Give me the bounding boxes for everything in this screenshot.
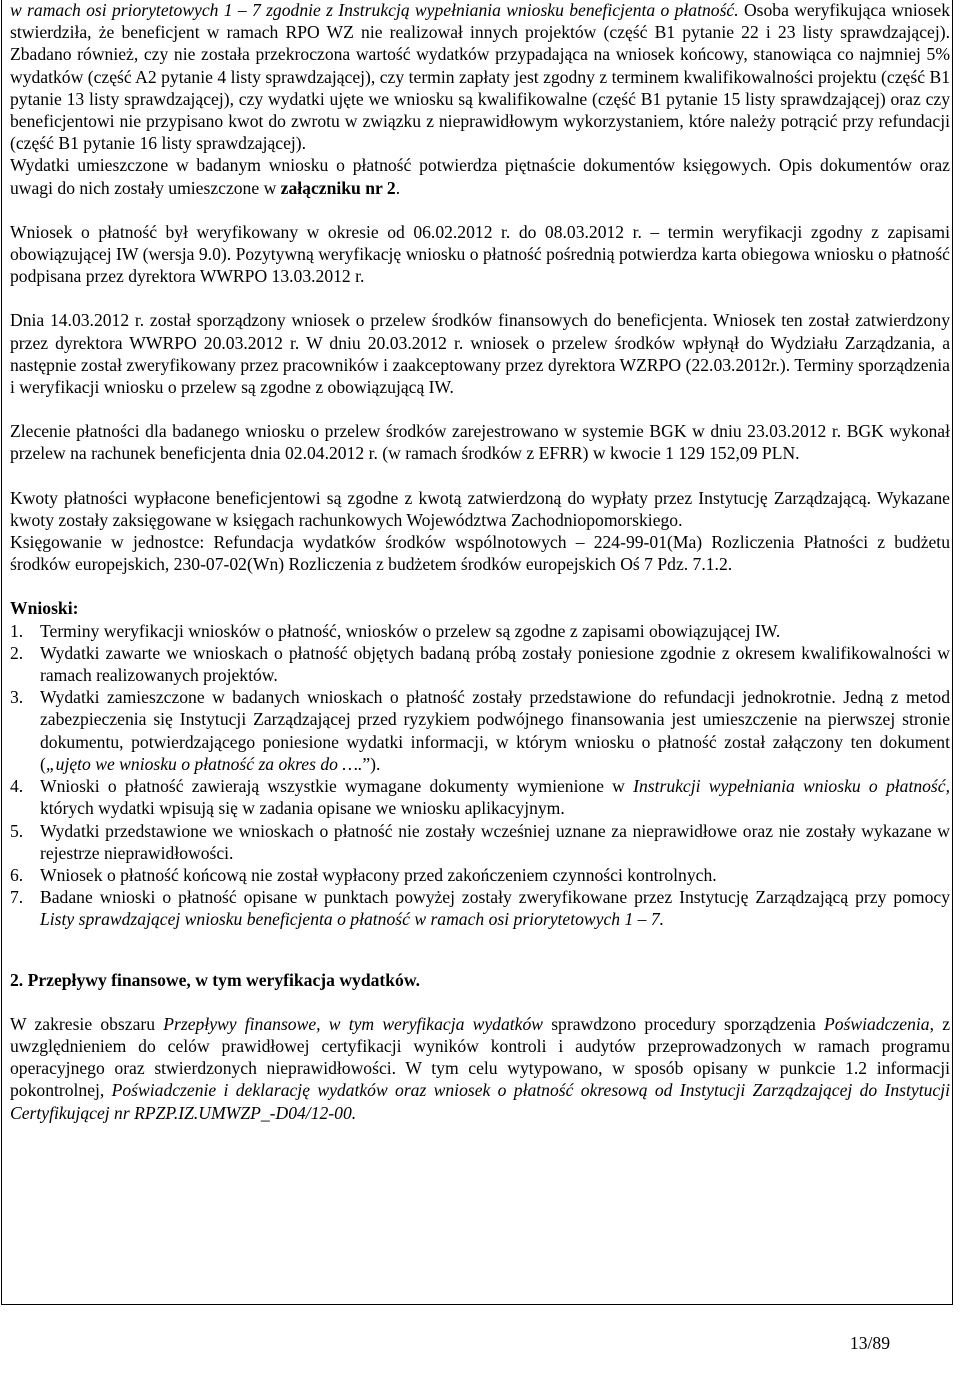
paragraph-transfer-request: Dnia 14.03.2012 r. został sporządzony wniosek o przelew środków finansowych do beneficjenta. Wniosek ten został zatwierdzony przez dyrektora WWRPO 20.03.2012 r. W dniu 20.03.2012 r. wniosek o przelew środków wpłynął do Wydziału Zarządzania, a następnie został zweryfikowany przez pracowników i zaakceptowany przez dyrektora WZRPO (22.03.2012r.). Terminy sporządzenia i weryfikacji wniosku o przelew są zgodne z obowiązującą IW. — [10, 310, 950, 398]
intro-italic-text: w ramach osi priorytetowych 1 – 7 zgodnie z Instrukcją wypełniania wniosku beneficjenta o płatność. — [10, 0, 739, 20]
page-number: 13/89 — [849, 1333, 890, 1353]
document-body — [10, 0, 950, 1124]
paragraph-financial-flows: W zakresie obszaru Przepływy finansowe, w tym weryfikacja wydatków sprawdzono procedury sporządzenia Poświadczenia, z uwzględnieniem do celów prawidłowej certyfikacji wyników kontroli i audytów przeprowadzonych w ramach programu operacyjnego oraz stwierdzonych nieprawidłowości. W tym celu wytypowano, w sposób opisany w punkcie 1.2 informacji pokontrolnej, Poświadczenie i deklarację wydatków oraz wniosek o płatność okresową od Instytucji Zarządzającej do Instytucji Certyfikującej nr RPZP.IZ.UMWZP_-D04/12-00. — [10, 1013, 951, 1123]
paragraph-payment-order: Zlecenie płatności dla badanego wniosku o przelew środków zarejestrowano w systemie BGK w dniu 23.03.2012 r. BGK wykonał przelew na rachunek beneficjenta dnia 02.04.2012 r. (w ramach środków z EFRR) w kwocie 1 129 152,09 PLN. — [10, 421, 950, 464]
list-item: 5. Wydatki przedstawione we wnioskach o płatność nie zostały wcześniej uznane za nieprawidłowe oraz nie zostały wykazane w rejestrze nieprawidłowości. — [10, 820, 950, 863]
paragraph-verification-period: Wniosek o płatność był weryfikowany w okresie od 06.02.2012 r. do 08.03.2012 r. – termin weryfikacji zgodny z zapisami obowiązującej IW (wersja 9.0). Pozytywną weryfikację wniosku o płatność pośrednią potwierdza karta obiegowa wniosku o płatność podpisana przez dyrektora WWRPO 13.03.2012 r. — [10, 221, 950, 287]
paragraph-bookkeeping: Księgowanie w jednostce: Refundacja wydatków środków wspólnotowych – 224-99-01(Ma) Rozliczenia Płatności z budżetu środków europejskich, 230-07-02(Wn) Rozliczenia z budżetem środków europejskich Oś 7 Pdz. 7.1.2. — [10, 532, 950, 575]
list-item: 6. Wniosek o płatność końcową nie został wypłacony przed zakończeniem czynności kontrolnych. — [10, 864, 717, 885]
conclusions-heading: Wnioski: — [10, 598, 79, 619]
paragraph-payment-amounts: Kwoty płatności wypłacone beneficjentowi są zgodne z kwotą zatwierdzoną do wypłaty przez Instytucję Zarządzającą. Wykazane kwoty zostały zaksięgowane w księgach rachunkowych Województwa Zachodniopomorskiego. — [10, 487, 950, 530]
paragraph-verification: w ramach osi priorytetowych 1 – 7 zgodnie z Instrukcją wypełniania wniosku beneficjenta o płatność. Osoba weryfikująca wniosek stwierdziła, że beneficjent w ramach RPO WZ nie realizował innych projektów (część B1 pytanie 22 i 23 listy sprawdzającej). Zbadano również, czy nie została przekroczona wartość wydatków przypadająca na wniosek końcowy, stanowiąca co najmniej 5% wydatków (część A2 pytanie 4 listy sprawdzającej), czy termin zapłaty jest zgodny z terminem kwalifikowalności projektu (część B1 pytanie 13 listy sprawdzającej), czy wydatki ujęte we wniosku są kwalifikowalne (część B1 pytanie 15 listy sprawdzającej) oraz czy beneficjentowi nie przypisano kwot do zwrotu w związku z nieprawidłowym wykorzystaniem, które należy potrącić przy refundacji (część B1 pytanie 16 listy sprawdzającej). — [10, 0, 950, 154]
conclusions-list — [10, 620, 950, 931]
list-item: 4. Wnioski o płatność zawierają wszystkie wymagane dokumenty wymienione w Instrukcji wypełniania wniosku o płatność, których wydatki wpisują się w zadania opisane we wniosku aplikacyjnym. — [10, 776, 950, 819]
list-item: 3. Wydatki zamieszczone w badanych wnioskach o płatność zostały przedstawione do refundacji jednokrotnie. Jedną z metod zabezpieczenia się Instytucji Zarządzającej przed ryzykiem podwójnego finansowania jest umieszczenie na pierwszej stronie dokumentu, potwierdzającego poniesione wydatki informacji, w którym wniosku o płatność został załączony ten dokument („ujęto we wniosku o płatność za okres do ….”). — [10, 687, 950, 774]
list-item: 1. Terminy weryfikacji wniosków o płatność, wniosków o przelew są zgodne z zapisami obowiązującej IW. — [10, 620, 781, 641]
list-item: 2. Wydatki zawarte we wnioskach o płatność objętych badaną próbą zostały poniesione zgodnie z okresem kwalifikowalności w ramach realizowanych projektów. — [10, 642, 950, 686]
paragraph-documents: Wydatki umieszczone w badanym wniosku o płatność potwierdza piętnaście dokumentów księgowych. Opis dokumentów oraz uwagi do nich zostały umieszczone w załączniku nr 2. — [10, 155, 950, 198]
attachment-reference: załączniku nr 2 — [280, 177, 396, 198]
list-item: 7. Badane wnioski o płatność opisane w punktach powyżej zostały zweryfikowane przez Instytucję Zarządzającą przy pomocy Listy sprawdzającej wniosku beneficjenta o płatność w ramach osi priorytetowych 1 – 7. — [10, 887, 950, 930]
section-heading: 2. Przepływy finansowe, w tym weryfikacja wydatków. — [10, 969, 420, 990]
